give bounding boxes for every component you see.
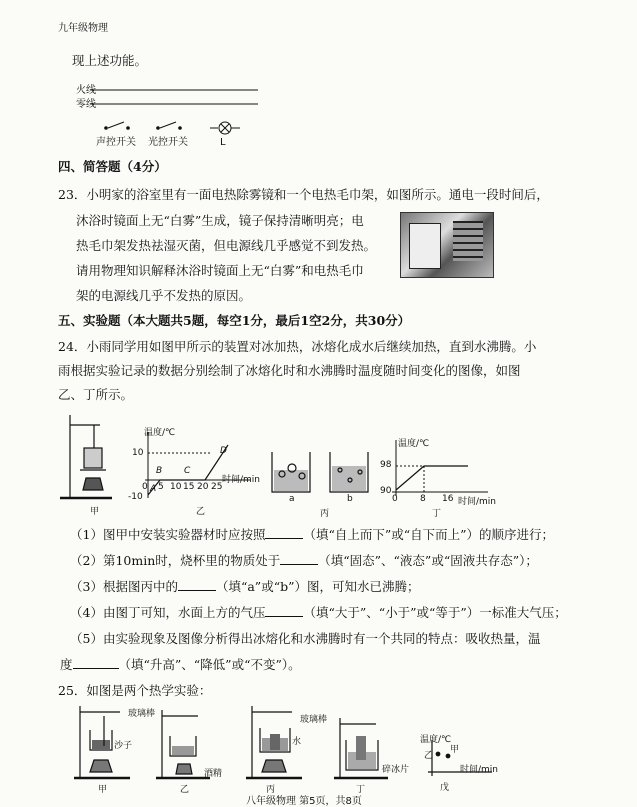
graph-yi-point-a: A	[150, 484, 157, 494]
page-header: 九年级物理	[58, 23, 108, 34]
intro-line: 现上述功能。	[72, 53, 148, 68]
q24-line1: 24．小雨同学用如图甲所示的装置对冰加热，冰熔化成水后继续加热，直到水沸腾。小	[58, 339, 537, 354]
live-wire-label: 火线	[76, 85, 96, 96]
beaker-a-label: a	[289, 494, 295, 504]
graph-yi-ytick-neg10: -10	[128, 492, 143, 502]
graph-yi-point-b: B	[156, 466, 163, 476]
graph-yi-origin: 0	[142, 482, 148, 492]
graph-yi-xtick: 5	[158, 482, 164, 492]
q25-line1: 25．如图是两个热学实验：	[58, 683, 212, 698]
graph-ding-xlabel: 时间/min	[458, 497, 497, 507]
q25-alcohol-label: 酒精	[204, 769, 223, 779]
q25-sand-label: 沙子	[114, 741, 133, 751]
graph-ding-ytick-90: 90	[380, 486, 392, 496]
q25-graph-xlabel: 时间/min	[460, 765, 499, 775]
page-footer: 八年级物理 第5页，共8页	[246, 796, 362, 807]
graph-yi-ytick-10: 10	[132, 448, 144, 458]
graph-yi-point-c: C	[184, 466, 191, 476]
graph-ding-xtick-16: 16	[442, 494, 454, 504]
q25-fig-ding: 丁	[356, 785, 366, 795]
q25-water-label: 水	[292, 737, 302, 747]
q23-line5: 架的电源线几乎不发热的原因。	[76, 288, 252, 303]
fig-ding-label: 丁	[432, 509, 442, 519]
q25-fig-yi: 乙	[180, 785, 190, 795]
graph-yi-ylabel: 温度/℃	[144, 428, 176, 438]
switch-sound-label: 声控开关	[96, 137, 136, 148]
lamp-label: L	[220, 137, 226, 148]
graph-yi-xtick: 20	[197, 482, 209, 492]
graph-yi-xlabel: 时间/min	[222, 475, 261, 485]
graph-ding-xtick-8: 8	[420, 494, 426, 504]
q23-line4: 请用物理知识解释沐浴时镜面上无“白雾”和电热毛巾	[76, 263, 364, 278]
q25-graph-jia: 甲	[450, 745, 460, 755]
beaker-b-label: b	[347, 494, 353, 504]
q23-line3: 热毛巾架发热祛湿灭菌，但电源线几乎感觉不到发热。	[76, 238, 377, 253]
q25-glass-rod-label-2: 玻璃棒	[300, 715, 328, 725]
graph-yi-xtick: 25	[211, 482, 223, 492]
q25-glass-rod-label: 玻璃棒	[128, 709, 156, 719]
q24-sub2: （2）第10min时，烧杯里的物质处于 （填“固态”、“液态”或“固液共存态”）；	[70, 553, 538, 568]
q24-sub5: （5）由实验现象及图像分析得出冰熔化和水沸腾时有一个共同的特点：吸收热量，温	[70, 631, 541, 646]
q24-line2: 雨根据实验记录的数据分别绘制了冰熔化时和水沸腾时温度随时间变化的图像，如图	[58, 363, 521, 378]
graph-yi-point-d: D	[220, 446, 227, 456]
q25-fig-bing: 丙	[266, 785, 276, 795]
fig-bing-label: 丙	[320, 509, 330, 519]
q25-fig-wu: 戊	[440, 783, 450, 793]
q23-line1: 23．小明家的浴室里有一面电热除雾镜和一个电热毛巾架，如图所示。通电一段时间后，	[58, 187, 549, 202]
graph-yi-xtick: 15	[183, 482, 195, 492]
q25-graph-yi: 乙	[424, 751, 434, 761]
section-5-title: 五、实验题（本大题共5题，每空1分，最后1空2分，共30分）	[58, 313, 411, 328]
q25-ice-label: 碎冰片	[382, 765, 410, 775]
graph-ding-ylabel: 温度/℃	[398, 439, 430, 449]
graph-ding-ytick-98: 98	[380, 460, 392, 470]
fig-yi-label: 乙	[196, 507, 206, 517]
q25-graph-ylabel: 温度/℃	[420, 735, 452, 745]
q23-line2: 沐浴时镜面上无“白雾”生成，镜子保持清晰明亮；电	[76, 213, 364, 228]
graph-yi-xtick: 10	[170, 482, 182, 492]
graph-ding-xtick-0: 0	[392, 494, 398, 504]
switch-light-label: 光控开关	[148, 137, 188, 148]
section-4-title: 四、简答题（4分）	[58, 159, 167, 174]
q24-line3: 乙、丁所示。	[58, 387, 134, 402]
q24-sub1: （1）图甲中安装实验器材时应按照 （填“自上而下”或“自下而上”）的顺序进行；	[70, 527, 555, 542]
q25-fig-jia: 甲	[98, 785, 108, 795]
q24-sub4: （4）由图丁可知，水面上方的气压 （填“大于”、“小于”或“等于”）一标准大气压；	[70, 605, 567, 620]
fig-jia-label: 甲	[90, 507, 100, 517]
q24-sub5-cont: 度 （填“升高”、“降低”或“不变”）。	[60, 657, 301, 672]
q24-sub3: （3）根据图丙中的 （填“a”或“b”）图，可知水已沸腾；	[70, 579, 420, 594]
neutral-wire-label: 零线	[76, 99, 96, 110]
